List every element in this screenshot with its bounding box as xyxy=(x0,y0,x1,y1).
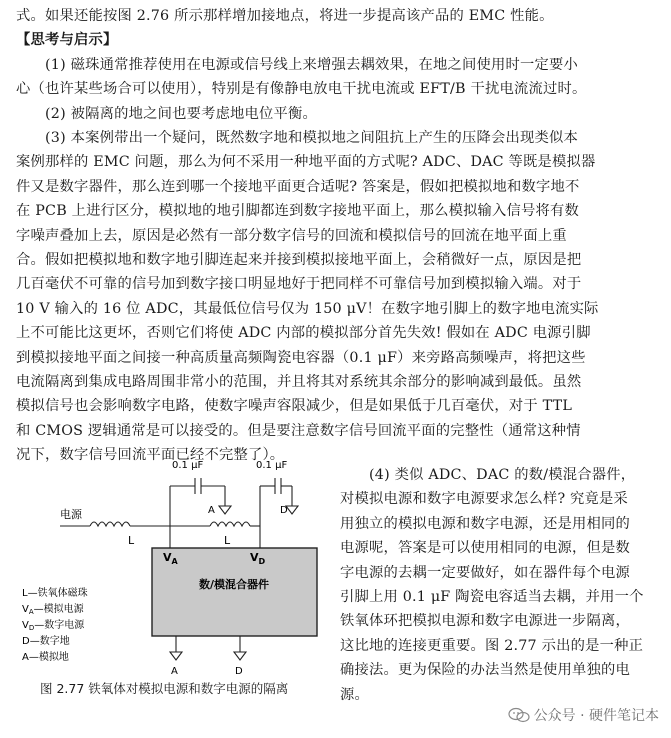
text-line: 到模拟接地平面之间接一种高质量高频陶瓷电容器（0.1 μF）来旁路高频噪声，将把这些 xyxy=(16,349,586,366)
paragraph-0 xyxy=(16,4,658,28)
paragraph-4 xyxy=(340,463,658,707)
text-line: 和 CMOS 逻辑通常是可以接受的。但是要注意数字信号回流平面的完整性（通常这种情 xyxy=(16,422,581,439)
text-line: (3) 本案例带出一个疑问，既然数字地和模拟地之间阻抗上产生的压降会出现类似本 xyxy=(45,130,578,146)
text-line: 引脚上用 0.1 μF 陶瓷电容适当去耦，并用一个 xyxy=(340,589,644,606)
text-line: 件又是数字器件，那么连到哪一个接地平面更合适呢? 答案是，假如把模拟地和数字地不 xyxy=(16,178,580,195)
text-line: 字电源的去耦一定要做好，如在器件每个电源 xyxy=(340,564,630,581)
paragraph-1 xyxy=(16,53,658,102)
text-line: 铁氧体环把模拟电源和数字电源进一步隔离， xyxy=(340,613,630,630)
legend-item-3: D—数字地 xyxy=(22,636,70,647)
text-line: 电流隔离到集成电路周围非常小的范围，并且将其对系统其余部分的影响减到最低。虽然 xyxy=(16,374,582,391)
paragraph-3 xyxy=(16,126,658,468)
text-line: 上不可能比这更坏，否则它们将使 ADC 内部的模拟部分首先失效! 假如在 ADC 电源引脚 xyxy=(16,325,591,342)
text-line: 合。假如把模拟地和数字地引脚连起来并接到模拟接地平面上，会稍微好一点，原因是把 xyxy=(16,252,582,269)
ground-d-bottom-label: D xyxy=(235,666,243,677)
ground-d-top-label: D xyxy=(280,505,288,516)
cap-label-2: 0.1 μF xyxy=(256,460,288,471)
paragraph-2 xyxy=(16,102,658,126)
text-line: 心（也许某些场合可以使用），特别是有像静电放电干扰电流或 EFT/B 干扰电流流过时。 xyxy=(16,81,587,98)
legend-item-0: L—铁氧体磁珠 xyxy=(22,588,88,599)
section-heading xyxy=(16,28,658,52)
text-line: (1) 磁珠通常推荐使用在电源或信号线上来增强去耦效果，在地之间使用时一定要小 xyxy=(45,57,578,73)
text-line: 在 PCB 上进行区分，模拟地的地引脚都连到数字接地平面上，那么模拟输入信号将有数 xyxy=(16,203,580,220)
heading-text: 【思考与启示】 xyxy=(16,32,118,48)
text-line: 这比地的连接更重要。图 2.77 示出的是一种正 xyxy=(340,637,644,654)
cap-label-1: 0.1 μF xyxy=(172,460,204,471)
figure-legend xyxy=(22,586,88,663)
text-line: 案例那样的 EMC 问题，那么为何不采用一种地平面的方式呢? ADC、DAC 等既是模拟器 xyxy=(16,154,596,171)
text-line: 况下，数字信号回流平面已经不完整了）。 xyxy=(16,447,285,464)
wechat-icon xyxy=(508,707,530,723)
text-line: 字噪声叠加上去，原因是必然有一部分数字信号的回流和模拟信号的回流在地平面上重 xyxy=(16,227,567,244)
inductor-1 xyxy=(90,522,130,526)
inductor-label-1: L xyxy=(128,534,135,547)
text-line: 确接法。更为保险的办法当然是使用单独的电 xyxy=(340,662,630,679)
text-line: 几百毫伏不可靠的信号加到数字接口明显地好于把同样不可靠信号加到模拟输入端。对于 xyxy=(16,276,582,293)
chip-label: 数/模混合器件 xyxy=(198,578,270,591)
ground-a-bottom-label: A xyxy=(171,666,178,677)
text-line: 式。如果还能按图 2.76 所示那样增加接地点，将进一步提高该产品的 EMC 性能。 xyxy=(16,8,554,24)
text-line: 源。 xyxy=(340,686,369,703)
pin-va-label: $V_A$ xyxy=(163,551,178,566)
inductor-label-2: L xyxy=(224,534,231,547)
figure-caption: 图 2.77 铁氧体对模拟电源和数字电源的隔离 xyxy=(40,681,289,696)
ground-a-bottom-icon xyxy=(170,652,182,660)
legend-item-4: A—模拟地 xyxy=(22,652,69,663)
ground-a-top-label: A xyxy=(208,505,215,516)
text-line: 对模拟电源和数字电源要求怎么样? 究竟是采 xyxy=(340,491,629,508)
text-line: 模拟信号也会影响数字电路，使数字噪声容限减少，但是如果低于几百毫伏，对于 TTL xyxy=(16,398,573,415)
legend-item-1: $V_A—$模拟电源 xyxy=(22,604,84,616)
text-line: 用独立的模拟电源和数字电源，还是用相同的 xyxy=(340,515,630,532)
legend-item-2: $V_D—$数字电源 xyxy=(22,620,85,632)
inductor-2 xyxy=(210,522,250,526)
ground-a-top-icon xyxy=(219,506,231,514)
pin-vd-label: $V_D$ xyxy=(250,551,266,566)
watermark-text: 公众号 · 硬件笔记本 xyxy=(533,708,659,724)
ground-d-bottom-icon xyxy=(234,652,246,660)
text-line: (2) 被隔离的地之间也要考虑地电位平衡。 xyxy=(45,106,318,122)
text-line: 电源呢，答案是可以使用相同的电源，但是数 xyxy=(340,540,630,557)
text-line: 10 V 输入的 16 位 ADC，其最低位信号仅为 150 μV！在数字地引脚上的数字地电流实际 xyxy=(16,300,599,317)
text-line: (4) 类似 ADC、DAC 的数/模混合器件， xyxy=(369,467,636,483)
power-label: 电源 xyxy=(60,508,82,521)
ground-d-top-icon xyxy=(286,506,298,514)
watermark xyxy=(508,705,659,725)
circuit-figure xyxy=(20,456,330,701)
